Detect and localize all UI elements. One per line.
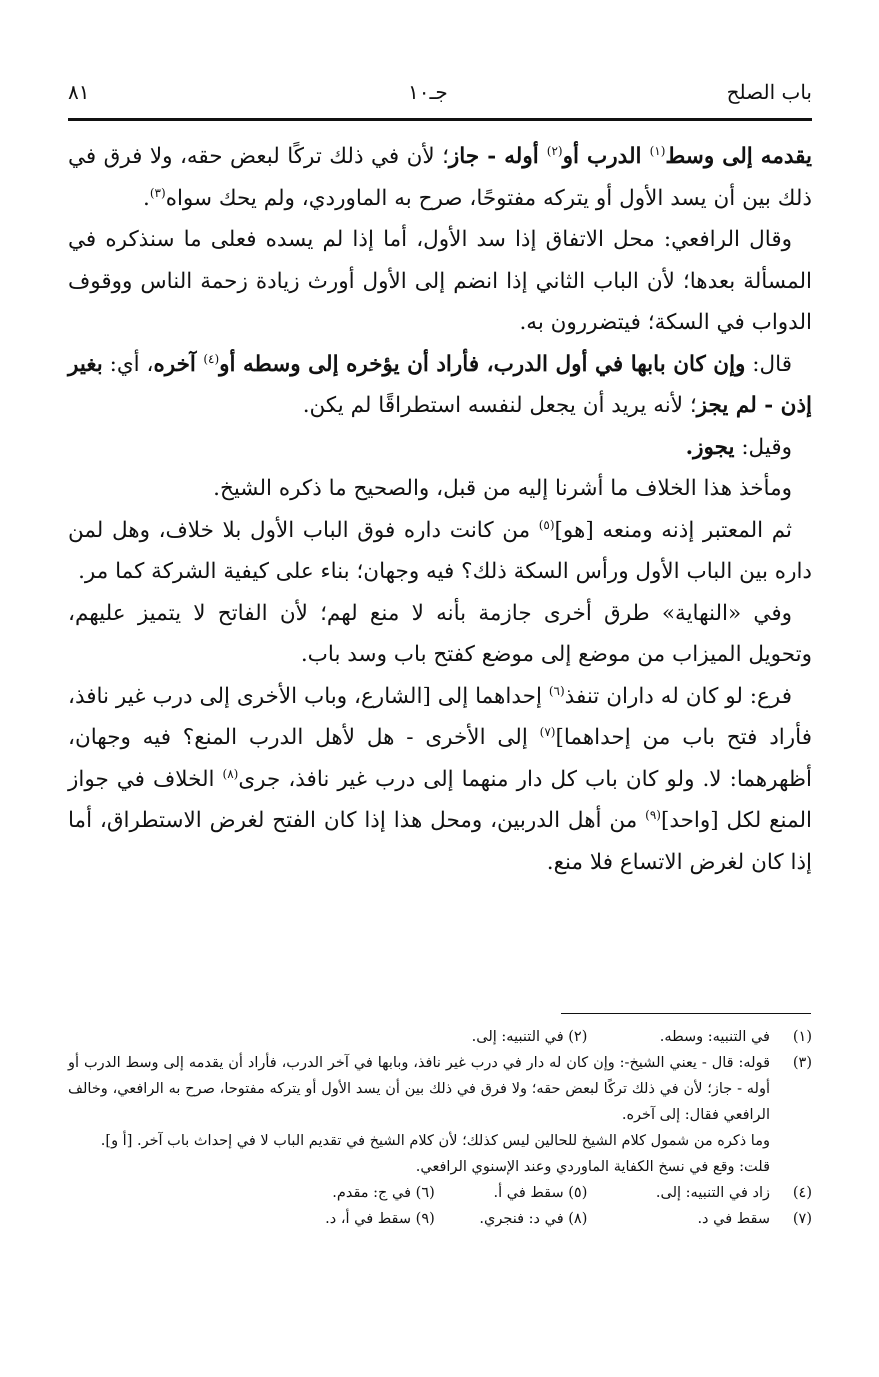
matn-text: أوله - جاز xyxy=(448,144,547,169)
footnote-number: (٩) xyxy=(415,1211,435,1227)
commentary-text: ؛ لأن في ذلك تركًا لبعض حقه، ولا فرق في ذلك بين أن يسد الأول أو يتركه مفتوحًا، صرح به الماوردي، ولم يحك سواه xyxy=(68,144,812,211)
commentary-text: ، أي: xyxy=(102,351,154,377)
footnote-body xyxy=(68,1206,770,1232)
footnote-ref-1: (١) xyxy=(649,143,666,158)
volume-label: جـ١٠ xyxy=(408,80,448,104)
paragraph-2: وقال الرافعي: محل الاتفاق إذا سد الأول، أما إذا لم يسده فعلى ما سنذكره في المسألة بعدها؛ لأن الباب الثاني إذا انضم إلى الأول أورث زيادة زحمة الناس ووقوف الدواب في السكة؛ فيتضررون به. xyxy=(68,227,812,335)
footnote-cell xyxy=(467,1206,587,1232)
paragraph-8 xyxy=(68,676,812,884)
footnote-spacer xyxy=(770,1128,812,1154)
footnote-text: في التنبيه: وسطه. xyxy=(659,1029,770,1045)
footnote-number: (٢) xyxy=(568,1029,588,1045)
footnote-number: (٨) xyxy=(568,1211,588,1227)
footnote-number: (٧) xyxy=(792,1211,812,1227)
paragraph-6 xyxy=(68,510,812,593)
footnote-number: (١) xyxy=(792,1029,812,1045)
commentary-text: الخلاف في جواز المنع لكل [واحد] xyxy=(68,766,812,833)
footnote-text: في التنبيه: إلى. xyxy=(471,1029,564,1045)
footnote-ref-7: (٧) xyxy=(539,724,556,739)
footnote-ref-9: (٩) xyxy=(645,807,661,822)
chapter-title: باب الصلح xyxy=(726,80,812,104)
commentary-text: ؛ لأنه يريد أن يجعل لنفسه استطراقًا لم يكن. xyxy=(302,393,697,418)
matn-text: يجوز. xyxy=(685,434,735,460)
footnote-text: سقط في أ. xyxy=(493,1185,564,1201)
commentary-text: من أهل الدربين، ومحل هذا إذا كان الفتح لغرض الاستطراق، أما إذا كان لغرض الاتساع فلا منع. xyxy=(68,808,812,875)
matn-text: يقدمه إلى وسط xyxy=(665,144,812,169)
paragraph-4 xyxy=(68,427,812,469)
footnote-row xyxy=(68,1180,812,1206)
main-text xyxy=(68,136,812,883)
matn-text: بغير إذن - لم يجز xyxy=(68,351,812,418)
matn-text: وإن كان بابها في أول الدرب، فأراد أن يؤخره إلى وسطه أو xyxy=(219,351,746,377)
footnote-text: زاد في التنبيه: إلى. xyxy=(655,1185,770,1201)
commentary-text: وقيل: xyxy=(734,434,792,460)
footnote-row xyxy=(68,1128,812,1154)
matn-text: آخره xyxy=(153,351,204,377)
commentary-text: من كانت داره فوق الباب الأول بلا خلاف، وهل لمن داره بين الباب الأول ورأس السكة ذلك؟ فيه وجهان؛ بناء على كيفية الشركة كما مر. xyxy=(68,517,812,584)
footnote-text: وما ذكره من شمول كلام الشيخ للحالين ليس كذلك؛ لأن كلام الشيخ في تقديم الباب لا في إحداث باب آخر. [أ و]. xyxy=(100,1133,770,1149)
footnote-spacer xyxy=(770,1154,812,1180)
commentary-text: . xyxy=(143,185,150,211)
commentary-text: قال: xyxy=(745,351,792,377)
paragraph-3 xyxy=(68,344,812,427)
footnote-number: (٤) xyxy=(792,1185,812,1201)
footnote-number: (٦) xyxy=(415,1185,435,1201)
paragraph-1 xyxy=(68,136,812,219)
matn-text: الدرب أو xyxy=(562,144,650,169)
footnote-body xyxy=(68,1024,770,1050)
header-rule xyxy=(68,118,812,121)
footnote-text: سقط في د. xyxy=(697,1211,770,1227)
footnote-row xyxy=(68,1024,812,1050)
footnote-ref-8: (٨) xyxy=(222,766,239,781)
footnote-ref-6: (٦) xyxy=(548,683,565,698)
commentary-text: إحداهما إلى [الشارع، وباب الأخرى إلى درب غير نافذ، فأراد فتح باب من إحداهما] xyxy=(68,683,812,750)
footnote-ref-2: (٢) xyxy=(546,143,563,158)
commentary-text: إلى الأخرى - هل لأهل الدرب المنع؟ فيه وجهان، أظهرهما: لا. ولو كان باب كل دار منهما إلى درب غير نافذ، جرى xyxy=(68,725,812,792)
footnote-row xyxy=(68,1050,812,1128)
footnote-text: في د: فنجري. xyxy=(479,1211,564,1227)
footnote-row xyxy=(68,1206,812,1232)
footnote-number: (٥) xyxy=(568,1185,588,1201)
paragraph-7: وفي «النهاية» طرق أخرى جازمة بأنه لا منع لهم؛ لأن الفاتح لا يتميز عليهم، وتحويل الميزاب من موضع إلى موضع كفتح باب وسد باب. xyxy=(68,600,812,667)
commentary-text: ثم المعتبر إذنه ومنعه [هو] xyxy=(554,517,793,543)
footnote-ref-4: (٤) xyxy=(203,351,220,366)
footnote-separator xyxy=(561,1013,811,1014)
footnote-body xyxy=(68,1180,770,1206)
footnote-row xyxy=(68,1154,812,1180)
page-number: ٨١ xyxy=(68,80,90,104)
running-header xyxy=(68,74,812,114)
footnote-text: سقط في أ، د. xyxy=(325,1211,412,1227)
footnote-text: في ج: مقدم. xyxy=(332,1185,412,1201)
footnote-text: قلت: وقع في نسخ الكفاية الماوردي وعند الإسنوي الرافعي. xyxy=(415,1159,770,1175)
footnote-ref-5: (٥) xyxy=(538,517,555,532)
footnotes xyxy=(68,1024,812,1232)
footnote-cell xyxy=(467,1180,587,1206)
footnote-text: قوله: قال - يعني الشيخ-: وإن كان له دار في درب غير نافذ، وبابها في آخر الدرب، فأراد أن يقدمه إلى وسط الدرب أو أوله - جاز؛ لأن في ذلك تركًا لبعض حقه؛ ولا فرق في ذلك بين أن يسد الأول أو يتركه مفتوحا، صرح به الرافعي، وخالف الرافعي فقال: إلى آخره. xyxy=(68,1055,770,1123)
footnote-ref-3: (٣) xyxy=(149,185,166,200)
paragraph-5: ومأخذ هذا الخلاف ما أشرنا إليه من قبل، والصحيح ما ذكره الشيخ. xyxy=(213,476,792,501)
commentary-text: فرع: لو كان له داران تنفذ xyxy=(564,683,793,709)
footnote-number: (٣) xyxy=(792,1055,812,1071)
